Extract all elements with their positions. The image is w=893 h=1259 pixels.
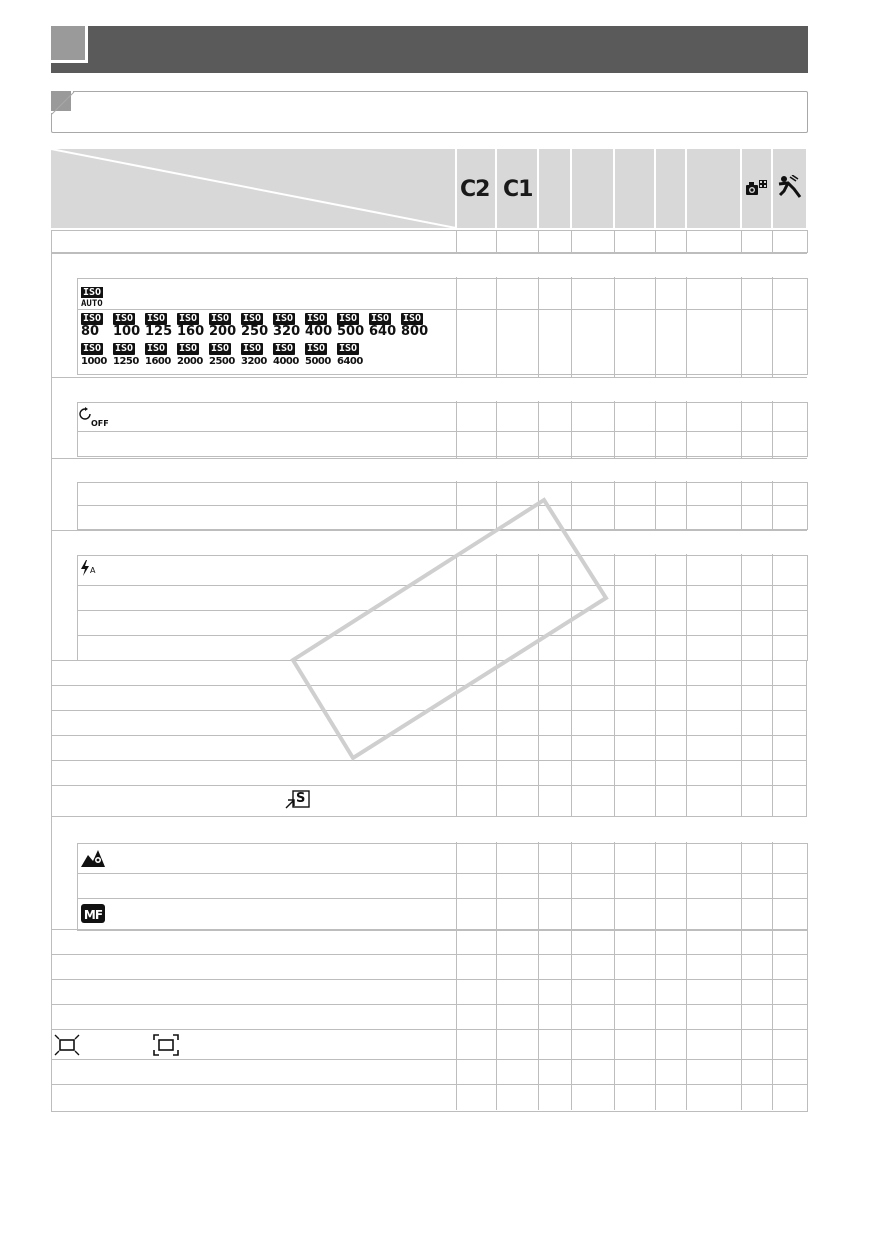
column-divider [686, 230, 687, 1110]
iso-label: ISO [83, 287, 102, 298]
section-row-gap [456, 459, 808, 481]
row-divider [51, 1004, 807, 1005]
iso-200-icon: ISO 200 [209, 313, 237, 339]
row-divider [77, 873, 807, 874]
header-sep [654, 149, 656, 228]
timer-subtable [77, 402, 808, 457]
column-divider [772, 230, 773, 1110]
column-divider [655, 230, 656, 1110]
column-divider [456, 230, 457, 1110]
section-row-gap [456, 254, 808, 277]
row-divider [51, 735, 807, 736]
header-sep [570, 149, 572, 228]
iso-6400-icon: ISO 6400 [337, 343, 363, 367]
row-divider [77, 505, 807, 506]
header-sep [771, 149, 773, 228]
iso-auto-label: AUTO [81, 299, 103, 309]
row-divider [51, 785, 807, 786]
header-diagonal [51, 149, 456, 228]
iso-125-icon: ISO 125 [145, 313, 173, 339]
section-row-gap [456, 378, 808, 401]
row-divider [77, 309, 807, 310]
movie-digest-icon [745, 179, 769, 197]
title-banner [51, 26, 808, 73]
iso-320-icon: ISO 320 [273, 313, 301, 339]
header-sep [537, 149, 539, 228]
row-divider [51, 760, 807, 761]
iso-100-icon: ISO 100 [113, 313, 141, 339]
iso-row-1 [81, 313, 433, 339]
row-divider [77, 431, 807, 432]
left-border [51, 230, 52, 830]
header-sep [740, 149, 742, 228]
section-bar [51, 91, 808, 133]
self-timer-off-icon: OFF [79, 407, 109, 426]
mode-c1: C1 [503, 177, 533, 202]
af-frame-center-icon [153, 1034, 179, 1060]
row-divider [77, 610, 807, 611]
flash-subtable [77, 555, 808, 661]
iso-row-2 [81, 343, 433, 369]
column-divider [571, 230, 572, 1110]
iso-4000-icon: ISO 4000 [273, 343, 299, 367]
iso-2500-icon: ISO 2500 [209, 343, 235, 367]
af-frame-face-icon [54, 1034, 80, 1060]
section-divider [51, 816, 807, 817]
row-divider [51, 710, 807, 711]
focus-subtable [77, 843, 808, 931]
iso-400-icon: ISO 400 [305, 313, 333, 339]
sports-icon [776, 175, 802, 199]
header-sep [495, 149, 497, 228]
section-row-gap [456, 531, 808, 554]
iso-160-icon: ISO 160 [177, 313, 205, 339]
full-rows [51, 660, 807, 817]
column-divider [496, 230, 497, 1110]
row-divider [77, 585, 807, 586]
subtable [77, 482, 808, 530]
row-divider [51, 979, 807, 980]
header-sep [455, 149, 457, 228]
iso-auto-icon [81, 280, 103, 309]
iso-640-icon: ISO 640 [369, 313, 397, 339]
iso-values [81, 313, 433, 373]
header-sep [613, 149, 615, 228]
iso-1600-icon: ISO 1600 [145, 343, 171, 367]
header-sep [685, 149, 687, 228]
iso-500-icon: ISO 500 [337, 313, 365, 339]
iso-1250-icon: ISO 1250 [113, 343, 139, 367]
banner-marker [51, 26, 88, 63]
row-divider [51, 685, 807, 686]
shortcut-s-icon [285, 790, 311, 814]
iso-3200-icon: ISO 3200 [241, 343, 267, 367]
row-divider [51, 954, 807, 955]
iso-5000-icon: ISO 5000 [305, 343, 331, 367]
flash-auto-icon: A [80, 560, 95, 579]
table-header [51, 149, 806, 228]
column-divider [614, 230, 615, 1110]
column-divider [741, 230, 742, 1110]
manual-focus-icon: MF [81, 904, 105, 923]
left-border [51, 816, 52, 929]
row-divider [51, 1084, 807, 1085]
column-divider [538, 230, 539, 1110]
row-divider [51, 1029, 807, 1030]
iso-250-icon: ISO 250 [241, 313, 269, 339]
iso-80-icon: ISO 80 [81, 313, 102, 339]
iso-1000-icon: ISO 1000 [81, 343, 107, 367]
mode-c2: C2 [460, 177, 490, 202]
row-divider [77, 635, 807, 636]
section-row-gap [456, 816, 808, 842]
table-row [51, 230, 808, 253]
section-bar-diagonal [52, 92, 112, 132]
iso-800-icon: ISO 800 [401, 313, 429, 339]
iso-2000-icon: ISO 2000 [177, 343, 203, 367]
row-divider [77, 898, 807, 899]
macro-icon [80, 848, 106, 872]
shortcut-letter: S [296, 791, 306, 806]
